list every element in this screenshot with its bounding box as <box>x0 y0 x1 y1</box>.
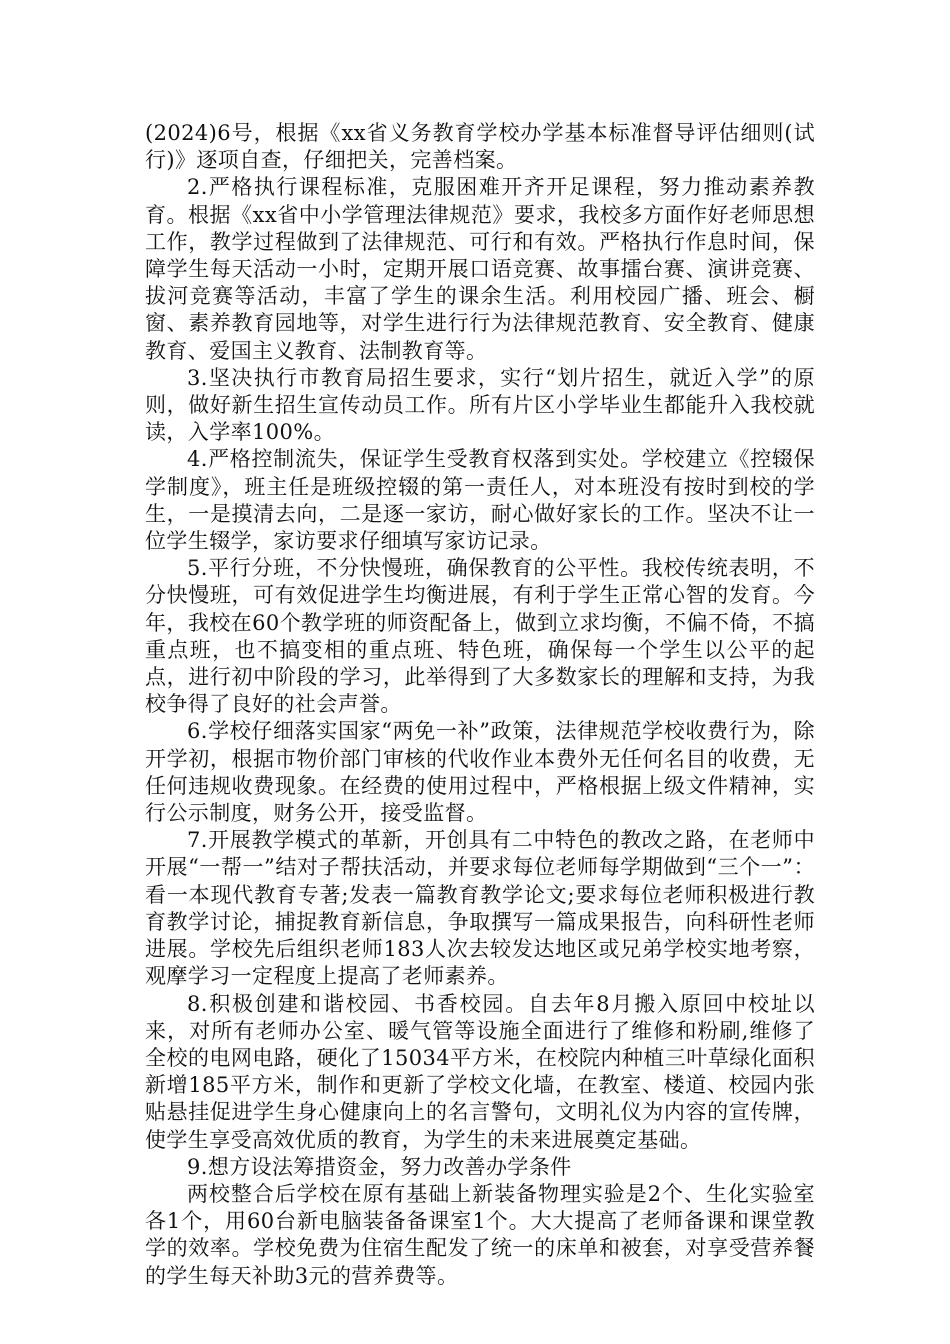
document-body <box>145 120 815 1290</box>
paragraph-item-4: 4.严格控制流失，保证学生受教育权落到实处。学校建立《控辍保学制度》，班主任是班级控辍的第一责任人，对本班没有按时到校的学生，一是摸清去向，二是逐一家访，耐心做好家长的工作。坚决不让一位学生辍学，家访要求仔细填写家访记录。 <box>145 447 815 554</box>
paragraph-item-6: 6.学校仔细落实国家“两免一补”政策，法律规范学校收费行为，除开学初，根据市物价部门审核的代收作业本费外无任何名目的收费，无任何违规收费现象。在经费的使用过程中，严格根据上级文件精神，实行公示制度，财务公开，接受监督。 <box>145 719 815 826</box>
paragraph-item-7: 7.开展教学模式的革新，开创具有二中特色的教改之路，在老师中开展“一帮一”结对子帮扶活动，并要求每位老师每学期做到“三个一”：看一本现代教育专著;发表一篇教育教学论文;要求每位老师积极进行教育教学讨论，捕捉教育新信息，争取撰写一篇成果报告，向科研性老师进展。学校先后组织老师183人次去较发达地区或兄弟学校实地考察，观摩学习一定程度上提高了老师素养。 <box>145 828 815 989</box>
paragraph-intro: (2024)6号，根据《xx省义务教育学校办学基本标准督导评估细则(试行)》逐项自查，仔细把关，完善档案。 <box>145 121 815 173</box>
paragraph-item-3: 3.坚决执行市教育局招生要求，实行“划片招生，就近入学”的原则，做好新生招生宣传动员工作。所有片区小学毕业生都能升入我校就读，入学率100%。 <box>145 365 815 445</box>
paragraph-item-2: 2.严格执行课程标准，克服困难开齐开足课程，努力推动素养教育。根据《xx省中小学管理法律规范》要求，我校多方面作好老师思想工作，教学过程做到了法律规范、可行和有效。严格执行作息时间，保障学生每天活动一小时，定期开展口语竞赛、故事擂台赛、演讲竞赛、拔河竞赛等活动，丰富了学生的课余生活。利用校园广播、班会、橱窗、素养教育园地等，对学生进行行为法律规范教育、安全教育、健康教育、爱国主义教育、法制教育等。 <box>145 175 815 363</box>
paragraph-item-9-heading: 9.想方设法筹措资金，努力改善办学条件 <box>187 1154 572 1179</box>
paragraph-item-8: 8.积极创建和谐校园、书香校园。自去年8月搬入原回中校址以来，对所有老师办公室、暖气管等设施全面进行了维修和粉刷,维修了全校的电网电路，硬化了15034平方米，在校院内种植三叶草绿化面积新增185平方米，制作和更新了学校文化墙，在教室、楼道、校园内张贴悬挂促进学生身心健康向上的名言警句，文明礼仪为内容的宣传牌，使学生享受高效优质的教育，为学生的未来进展奠定基础。 <box>145 991 815 1152</box>
paragraph-item-5: 5.平行分班，不分快慢班，确保教育的公平性。我校传统表明，不分快慢班，可有效促进学生均衡进展，有利于学生正常心智的发育。今年，我校在60个教学班的师资配备上，做到立求均衡，不偏不倚，不搞重点班，也不搞变相的重点班、特色班，确保每一个学生以公平的起点，进行初中阶段的学习，此举得到了大多数家长的理解和支持，为我校争得了良好的社会声誉。 <box>145 556 815 717</box>
paragraph-item-9-body: 两校整合后学校在原有基础上新装备物理实验是2个、生化实验室各1个，用60台新电脑装备备课室1个。大大提高了老师备课和课堂教学的效率。学校免费为住宿生配发了统一的床单和被套，对享受营养餐的学生每天补助3元的营养费等。 <box>145 1181 815 1288</box>
